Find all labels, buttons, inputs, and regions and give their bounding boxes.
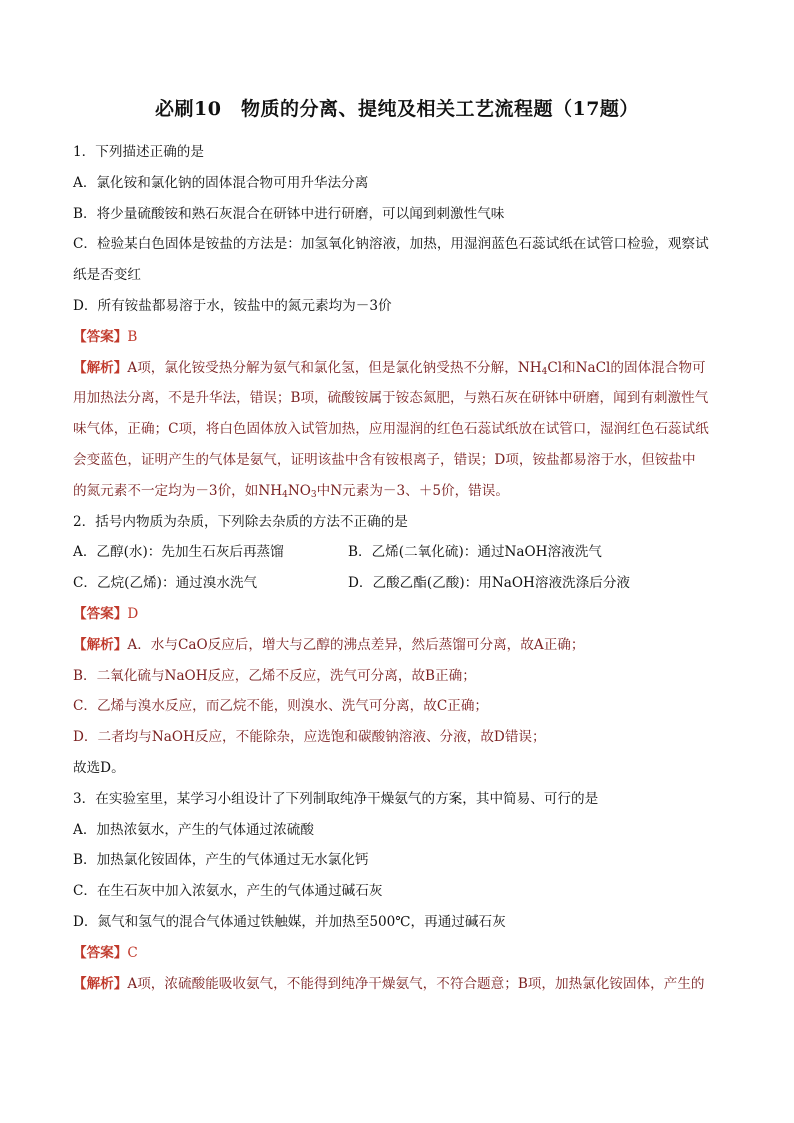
question-1-analysis-line-5: 的氮元素不一定均为－3价，如$NH_4NO_3$中N元素为－3、＋5价，错误。: [73, 482, 509, 500]
question-2-analysis-a: 【解析】A．水与CaO反应后，增大与乙醇的沸点差异，然后蒸馏可分离，故A正确；: [73, 636, 585, 653]
analysis-label: 【解析】: [73, 359, 128, 376]
answer-label: 【答案】: [73, 944, 128, 961]
question-2-options-row-1: [73, 542, 723, 563]
question-1-option-c-cont: 纸是否变红: [73, 267, 141, 284]
document-body: [73, 142, 723, 1004]
answer-value: D: [127, 605, 139, 622]
question-2-option-c: C．乙烷(乙烯)：通过溴水洗气: [73, 575, 258, 592]
answer-value: B: [127, 328, 138, 345]
question-2-analysis-c: C．乙烯与溴水反应，而乙烷不能，则溴水、洗气可分离，故C正确；: [73, 698, 489, 715]
question-2-options-row-2: [73, 573, 723, 594]
question-2-conclusion: 故选D。: [73, 759, 125, 776]
question-1-option-c: C．检验某白色固体是铵盐的方法是：加氢氧化钠溶液，加热，用湿润蓝色石蕊试纸在试管口检验，观察试: [73, 236, 709, 253]
question-2-stem: 2．括号内物质为杂质，下列除去杂质的方法不正确的是: [73, 513, 408, 530]
answer-label: 【答案】: [73, 605, 128, 622]
question-2-option-b: B．乙烯(二氧化硫)：通过NaOH溶液洗气: [348, 544, 602, 561]
question-2-option-d: D．乙酸乙酯(乙酸)：用NaOH溶液洗涤后分液: [348, 575, 631, 592]
question-1-analysis-line-2: 用加热法分离，不是升华法，错误；B项，硫酸铵属于铵态氮肥，与熟石灰在研钵中研磨，闻到有刺激性气: [73, 390, 709, 407]
analysis-label: 【解析】: [73, 975, 128, 992]
question-3-option-d: D．氮气和氢气的混合气体通过铁触媒，并加热至500℃，再通过碱石灰: [73, 913, 506, 930]
question-1-option-a: A．氯化铵和氯化钠的固体混合物可用升华法分离: [73, 174, 369, 191]
question-3-option-a: A．加热浓氨水，产生的气体通过浓硫酸: [73, 821, 314, 838]
analysis-label: 【解析】: [73, 636, 128, 653]
question-3-stem: 3．在实验室里，某学习小组设计了下列制取纯净干燥氨气的方案，其中简易、可行的是: [73, 790, 599, 807]
question-1-analysis-line-1: 【解析】A项，氯化铵受热分解为氨气和氯化氢，但是氯化钠受热不分解，$NH_4Cl$和NaCl的固体混合物可: [73, 359, 706, 377]
question-2-option-a: A．乙醇(水)：先加生石灰后再蒸馏: [73, 544, 284, 561]
question-1-analysis-line-3: 味气体，正确；C项，将白色固体放入试管加热，应用湿润的红色石蕊试纸放在试管口，湿润红色石蕊试纸: [73, 421, 709, 438]
question-3-answer: [73, 943, 723, 964]
answer-value: C: [127, 944, 138, 961]
question-1-analysis-line-4: 会变蓝色，证明产生的气体是氨气，证明该盐中含有铵根离子，错误；D项，铵盐都易溶于水，但铵盐中: [73, 451, 696, 468]
question-1-option-b: B．将少量硫酸铵和熟石灰混合在研钵中进行研磨，可以闻到刺激性气味: [73, 205, 505, 222]
question-1-answer: [73, 327, 723, 348]
question-1-stem: 1．下列描述正确的是: [73, 144, 204, 160]
question-2-answer: [73, 604, 723, 625]
question-3-option-c: C．在生石灰中加入浓氨水，产生的气体通过碱石灰: [73, 883, 383, 900]
page-title: 必刷10 物质的分离、提纯及相关工艺流程题（17题）: [155, 98, 639, 120]
question-2-analysis-d: D．二者均与NaOH反应，不能除杂，应选饱和碳酸钠溶液、分液，故D错误；: [73, 729, 546, 746]
question-2-analysis-b: B．二氧化硫与NaOH反应，乙烯不反应，洗气可分离，故B正确；: [73, 667, 476, 684]
question-3-option-b: B．加热氯化铵固体，产生的气体通过无水氯化钙: [73, 852, 369, 869]
question-3-analysis-line-1: 【解析】A项，浓硫酸能吸收氨气，不能得到纯净干燥氨气，不符合题意；B项，加热氯化铵固体，产生的: [73, 975, 705, 992]
question-1-option-d: D．所有铵盐都易溶于水，铵盐中的氮元素均为－3价: [73, 297, 392, 314]
answer-label: 【答案】: [73, 328, 128, 345]
